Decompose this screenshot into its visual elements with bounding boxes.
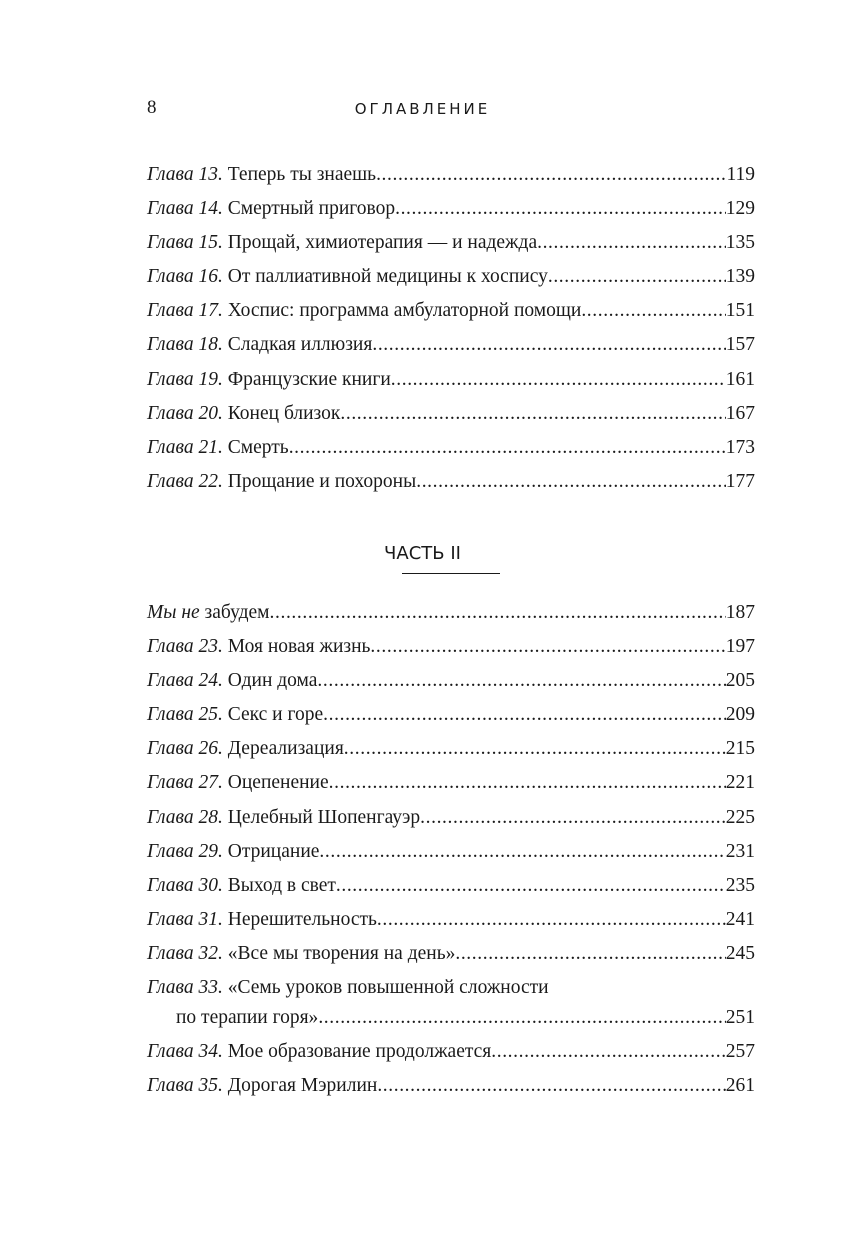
- dot-leader: [319, 837, 725, 867]
- page-ref: 209: [725, 704, 755, 726]
- chapter-label: Глава 18.: [147, 334, 223, 356]
- chapter-label: Глава 21.: [147, 436, 223, 458]
- page-ref: 221: [725, 772, 755, 794]
- chapter-title-line1: «Семь уроков повышенной сложности: [227, 977, 549, 999]
- toc-entry[interactable]: [147, 296, 755, 330]
- chapter-title: Теперь ты знаешь: [227, 164, 377, 185]
- chapter-label: Глава 22.: [147, 470, 223, 492]
- toc-entry[interactable]: [147, 700, 755, 734]
- part-heading-underline: [402, 573, 500, 574]
- dot-leader: [377, 905, 726, 935]
- chapter-title: Французские книги: [227, 368, 391, 390]
- page-ref: 177: [725, 470, 755, 492]
- chapter-label: Глава 34.: [147, 1041, 223, 1063]
- page-ref: 161: [725, 368, 755, 390]
- chapter-label: Глава 25.: [147, 704, 223, 726]
- toc-entry[interactable]: [147, 666, 755, 700]
- chapter-title: Дорогая Мэрилин: [227, 1075, 378, 1097]
- toc-entry[interactable]: [147, 365, 755, 399]
- chapter-title: Хоспис: программа амбулаторной помощи: [227, 300, 582, 322]
- page-ref: 241: [725, 908, 755, 930]
- dot-leader: [323, 700, 726, 730]
- page-number: 8: [147, 97, 157, 118]
- chapter-label: Глава 30.: [147, 874, 223, 896]
- page-ref: 129: [725, 198, 755, 220]
- dot-leader: [391, 365, 726, 395]
- chapter-title: Сладкая иллюзия: [227, 334, 373, 356]
- page-ref: 157: [725, 334, 755, 356]
- chapter-label: Глава 17.: [147, 300, 223, 322]
- dot-leader: [376, 160, 726, 190]
- toc-part-one: [147, 160, 755, 501]
- toc-entry[interactable]: [147, 1071, 755, 1105]
- chapter-label: Глава 16.: [147, 266, 223, 288]
- toc-entry[interactable]: [147, 399, 755, 433]
- page-ref: 167: [725, 402, 755, 424]
- dot-leader: [270, 598, 726, 628]
- chapter-label: Глава 29.: [147, 840, 223, 862]
- chapter-label: Глава 31.: [147, 908, 223, 930]
- toc-entry[interactable]: [147, 768, 755, 802]
- page-ref: 173: [725, 436, 755, 458]
- toc-entry[interactable]: [147, 228, 755, 262]
- dot-leader: [491, 1037, 726, 1067]
- chapter-title: Дереализация: [227, 738, 344, 760]
- toc-entry-wrapped[interactable]: [147, 973, 755, 1003]
- page-ref: 257: [725, 1041, 755, 1063]
- dot-leader: [420, 803, 726, 833]
- toc-entry[interactable]: [147, 262, 755, 296]
- chapter-title: Нерешительность: [227, 908, 377, 930]
- chapter-label: Глава 32.: [147, 942, 223, 964]
- page-ref: 205: [725, 670, 755, 692]
- page-ref: 245: [725, 942, 755, 964]
- chapter-title: Смертный приговор: [227, 198, 396, 220]
- dot-leader: [377, 1071, 725, 1101]
- running-head: ОГЛАВЛЕНИЕ: [354, 100, 491, 118]
- page-ref: 251: [725, 1007, 755, 1029]
- chapter-title: Смерть: [227, 436, 289, 458]
- page-ref: 197: [725, 636, 755, 658]
- chapter-title: Моя новая жизнь: [227, 636, 371, 658]
- toc-entry[interactable]: [147, 433, 755, 467]
- chapter-title: Прощай, химиотерапия — и надежда: [227, 232, 538, 254]
- chapter-title: Секс и горе: [227, 704, 324, 726]
- chapter-label: Глава 15.: [147, 232, 223, 254]
- toc-entry[interactable]: [147, 871, 755, 905]
- toc-entry[interactable]: [147, 803, 755, 837]
- chapter-label: Глава 33.: [147, 977, 223, 999]
- toc-entry[interactable]: [147, 1037, 755, 1071]
- chapter-title: Оцепенение: [227, 772, 329, 794]
- dot-leader: [372, 330, 725, 360]
- chapter-title: От паллиативной медицины к хоспису: [227, 266, 548, 288]
- page-ref: 119: [726, 164, 755, 185]
- dot-leader: [336, 871, 726, 901]
- page-ref: 215: [725, 738, 755, 760]
- chapter-title: Один дома: [227, 670, 318, 692]
- toc-entry-intro[interactable]: [147, 598, 755, 632]
- chapter-title: Прощание и похороны: [227, 470, 417, 492]
- dot-leader: [395, 194, 726, 224]
- chapter-title: забудем: [204, 602, 270, 623]
- chapter-label: Глава 26.: [147, 738, 223, 760]
- chapter-label: Глава 35.: [147, 1075, 223, 1097]
- dot-leader: [289, 433, 726, 463]
- chapter-label: Глава 13.: [147, 164, 223, 185]
- toc-entry[interactable]: [147, 160, 755, 194]
- dot-leader: [548, 262, 726, 292]
- page-ref: 187: [725, 602, 755, 623]
- dot-leader: [581, 296, 725, 326]
- toc-entry[interactable]: [147, 632, 755, 666]
- toc-part-two: [147, 598, 755, 1105]
- toc-entry-wrapped-continuation[interactable]: [147, 1003, 755, 1037]
- dot-leader: [537, 228, 726, 258]
- chapter-title: Мое образование продолжается: [227, 1041, 492, 1063]
- toc-entry[interactable]: [147, 194, 755, 228]
- chapter-title: Выход в свет: [227, 874, 336, 896]
- chapter-label: Глава 19.: [147, 368, 223, 390]
- part-two-heading: ЧАСТЬ II: [384, 543, 461, 564]
- toc-entry[interactable]: [147, 905, 755, 939]
- page-ref: 139: [725, 266, 755, 288]
- chapter-title: Конец близок: [227, 402, 341, 424]
- chapter-label: Глава 28.: [147, 806, 223, 828]
- chapter-title: «Все мы творения на день»: [227, 942, 456, 964]
- toc-entry[interactable]: [147, 467, 755, 501]
- dot-leader: [344, 734, 726, 764]
- intro-italic-label: Мы не: [147, 602, 200, 623]
- dot-leader: [317, 666, 725, 696]
- toc-entry[interactable]: [147, 330, 755, 364]
- dot-leader: [416, 467, 726, 497]
- chapter-label: Глава 20.: [147, 402, 223, 424]
- chapter-label: Глава 27.: [147, 772, 223, 794]
- page-ref: 261: [725, 1075, 755, 1097]
- chapter-label: Глава 24.: [147, 670, 223, 692]
- page-ref: 151: [725, 300, 755, 322]
- page-ref: 231: [725, 840, 755, 862]
- chapter-title-line2: по терапии горя»: [176, 1007, 319, 1029]
- chapter-label: Глава 23.: [147, 636, 223, 658]
- toc-entry[interactable]: [147, 734, 755, 768]
- dot-leader: [329, 768, 726, 798]
- toc-entry[interactable]: [147, 837, 755, 871]
- page-ref: 225: [725, 806, 755, 828]
- page-ref: 135: [725, 232, 755, 254]
- toc-entry[interactable]: [147, 939, 755, 973]
- chapter-title: Целебный Шопенгауэр: [227, 806, 421, 828]
- page-ref: 235: [725, 874, 755, 896]
- chapter-title: Отрицание: [227, 840, 320, 862]
- dot-leader: [370, 632, 725, 662]
- dot-leader: [318, 1003, 725, 1033]
- dot-leader: [340, 399, 725, 429]
- chapter-label: Глава 14.: [147, 198, 223, 220]
- dot-leader: [455, 939, 725, 969]
